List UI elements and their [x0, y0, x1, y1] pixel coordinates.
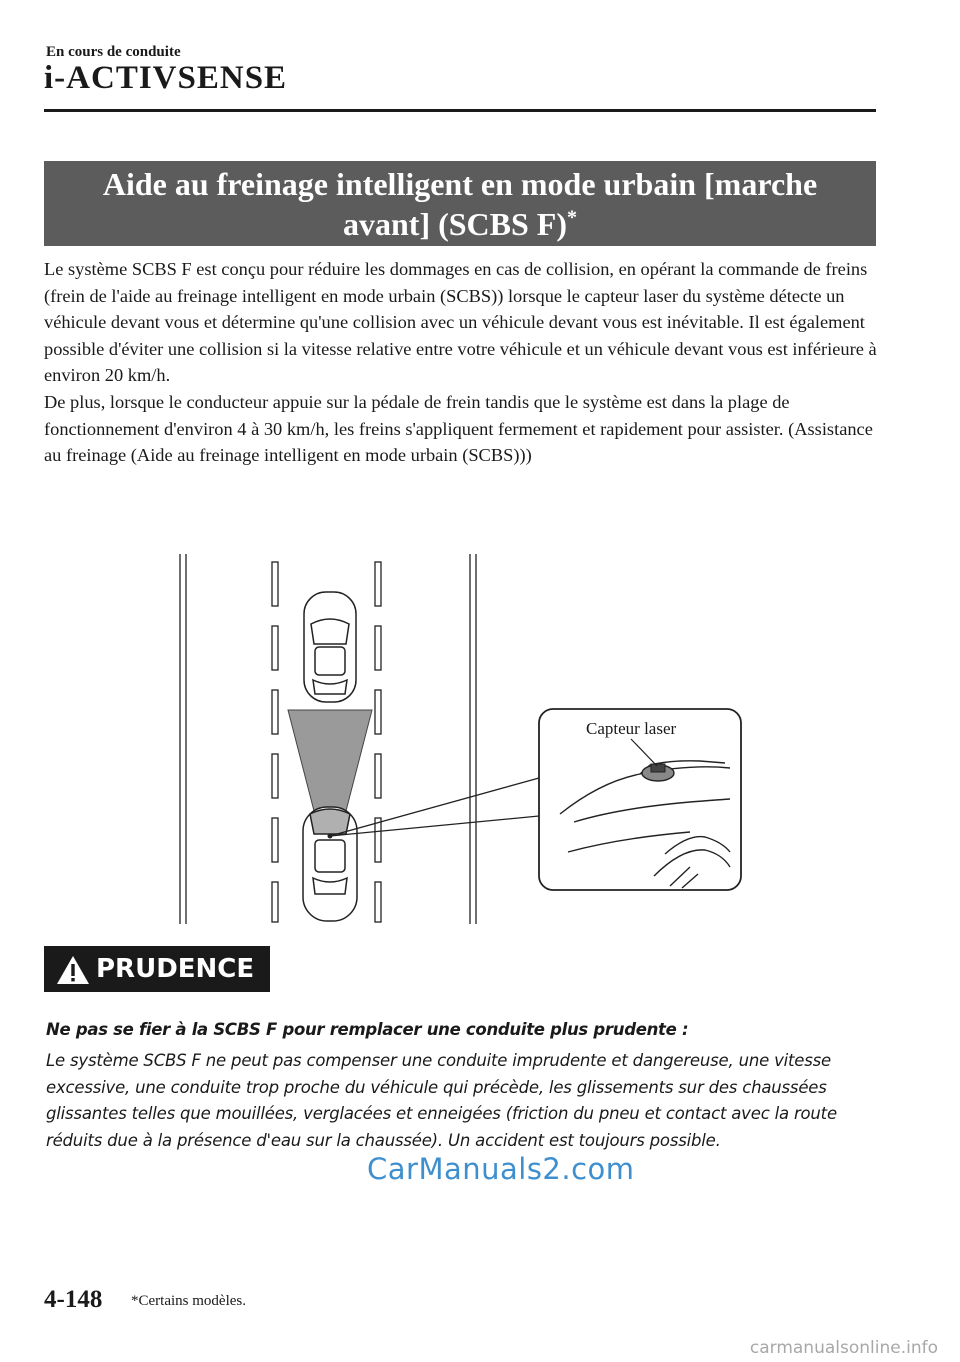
footnote: *Certains modèles. [131, 1293, 246, 1309]
scbs-illustration [170, 552, 750, 927]
warning-triangle-icon [56, 955, 90, 985]
header-divider [44, 109, 876, 112]
section-title-text: avant] (SCBS F) [342, 206, 567, 242]
caution-text: Le système SCBS F ne peut pas compenser une conduite imprudente et dangereuse, une vitesse excessive, une conduite trop proche du véhicule qui précède, les glissements sur des chaussées glissantes telles que mouillées, verglacées et enneigées (friction du pneu et contact avec la route réduits due à la présence d'eau sur la chaussée). Un accident est toujours possible. [46, 1051, 837, 1150]
capteur-laser-label: Capteur laser [586, 719, 677, 738]
prudence-label: PRUDENCE [96, 954, 255, 984]
page-number: 4-148 [44, 1286, 103, 1313]
source-watermark: carmanualsonline.info [749, 1338, 938, 1358]
section-title-line1: Aide au freinage intelligent en mode urbain [marche [102, 166, 818, 202]
section-title-line2 [44, 204, 876, 244]
body-paragraph-1: Le système SCBS F est conçu pour réduire les dommages en cas de collision, en opérant la commande de freins (frein de l'aide au freinage intelligent en mode urbain (SCBS)) lorsque le capteur laser du système détecte un véhicule devant vous et détermine qu'une collision avec un véhicule devant vous est inévitable. Il est également possible d'éviter une collision si la vitesse relative entre votre véhicule et un véhicule devant vous est inférieure à environ 20 km/h. [44, 259, 877, 386]
optional-equipment-marker: * [567, 206, 577, 229]
body-paragraph-2: De plus, lorsque le conducteur appuie sur la pédale de frein tandis que le système est dans la plage de fonctionnement d'environ 4 à 30 km/h, les freins s'appliquent fermement et rapidement pour assister. (Assistance au freinage (Aide au freinage intelligent en mode urbain (SCBS))) [44, 391, 873, 466]
chapter-title: i-ACTIVSENSE [44, 60, 288, 96]
section-label: En cours de conduite [46, 44, 181, 60]
carmanuals-watermark: CarManuals2.com [367, 1152, 635, 1186]
section-title-banner [44, 161, 876, 246]
body-text [44, 256, 880, 469]
caution-heading: Ne pas se fier à la SCBS F pour remplacer une conduite plus prudente : [46, 1020, 689, 1039]
scbs-diagram [170, 552, 750, 927]
